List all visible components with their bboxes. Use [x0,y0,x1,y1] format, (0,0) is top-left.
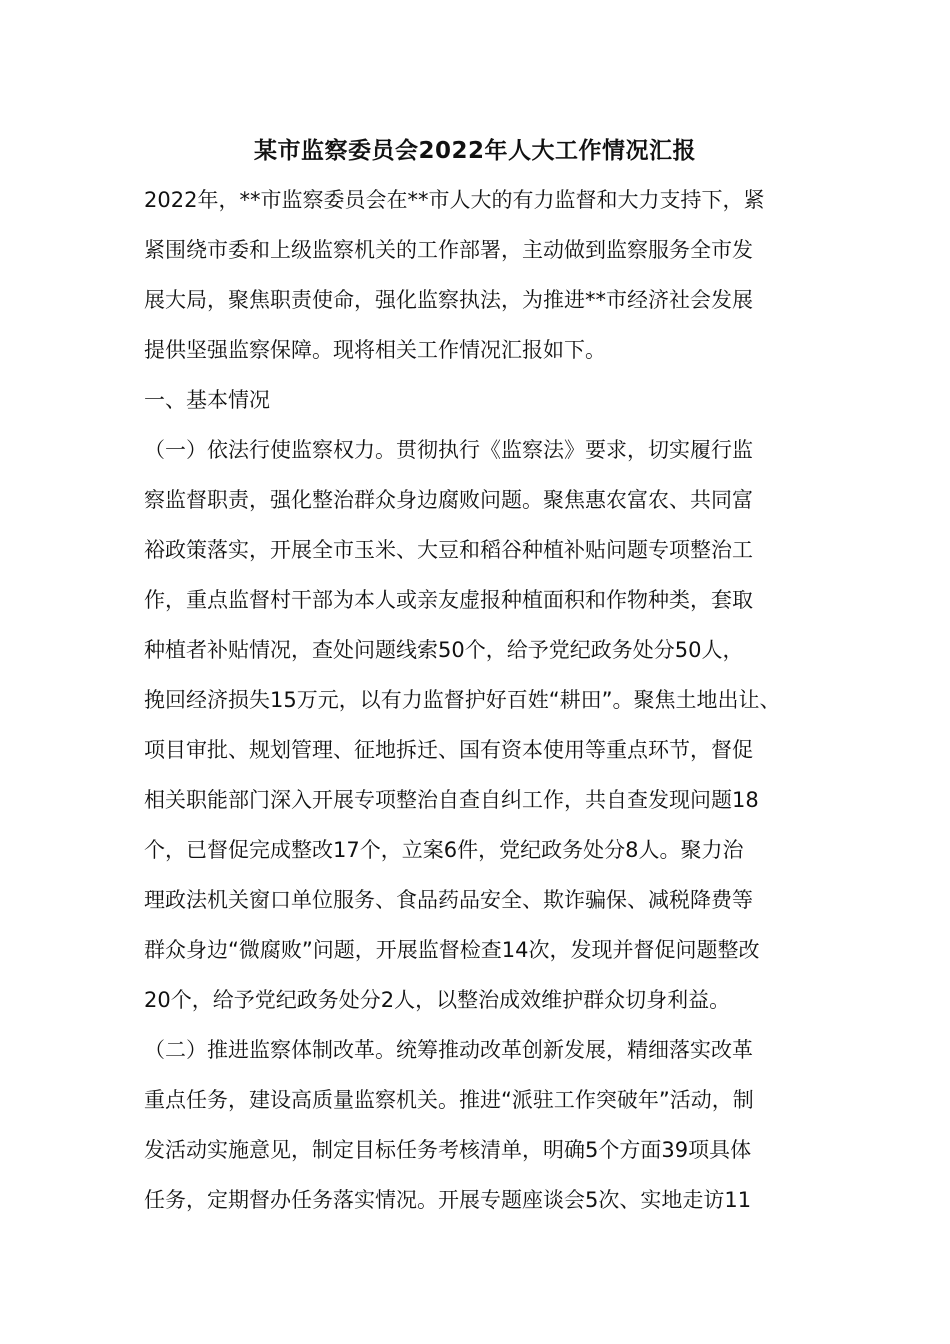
body-line: 理政法机关窗口单位服务、食品药品安全、欺诈骗保、减税降费等 [144,888,753,912]
body-line: （一）依法行使监察权力。贯彻执行《监察法》要求，切实履行监 [144,438,753,462]
document-title: 某市监察委员会2022年人大工作情况汇报 [253,138,696,164]
body-line: 发活动实施意见，制定目标任务考核清单，明确5个方面39项具体 [144,1138,752,1162]
body-line: 裕政策落实，开展全市玉米、大豆和稻谷种植补贴问题专项整治工 [144,538,753,562]
body-line: 20个，给予党纪政务处分2人，以整治成效维护群众切身利益。 [144,988,731,1012]
body-line: 察监督职责，强化整治群众身边腐败问题。聚焦惠农富农、共同富 [144,488,753,512]
body-line: 展大局，聚焦职责使命，强化监察执法，为推进**市经济社会发展 [144,288,753,312]
body-line: 种植者补贴情况，查处问题线索50个，给予党纪政务处分50人， [144,638,744,662]
body-line: 提供坚强监察保障。现将相关工作情况汇报如下。 [144,338,606,362]
body-line: 重点任务，建设高质量监察机关。推进“派驻工作突破年”活动，制 [144,1088,754,1112]
body-line: 2022年，**市监察委员会在**市人大的有力监督和大力支持下，紧 [144,188,765,212]
body-line: 紧围绕市委和上级监察机关的工作部署，主动做到监察服务全市发 [144,238,753,262]
body-line: 作，重点监督村干部为本人或亲友虚报种植面积和作物种类，套取 [144,588,753,612]
body-line: 挽回经济损失15万元，以有力监督护好百姓“耕田”。聚焦土地出让、 [144,688,781,712]
body-line: 个，已督促完成整改17个，立案6件，党纪政务处分8人。聚力治 [144,838,744,862]
body-line: 任务，定期督办任务落实情况。开展专题座谈会5次、实地走访11 [144,1188,752,1212]
section-heading: 一、基本情况 [144,388,270,412]
body-line: 群众身边“微腐败”问题，开展监督检查14次，发现并督促问题整改 [144,938,760,962]
body-line: 相关职能部门深入开展专项整治自查自纠工作，共自查发现问题18 [144,788,759,812]
body-line: 项目审批、规划管理、征地拆迁、国有资本使用等重点环节，督促 [144,738,753,762]
body-line: （二）推进监察体制改革。统筹推动改革创新发展，精细落实改革 [144,1038,753,1062]
